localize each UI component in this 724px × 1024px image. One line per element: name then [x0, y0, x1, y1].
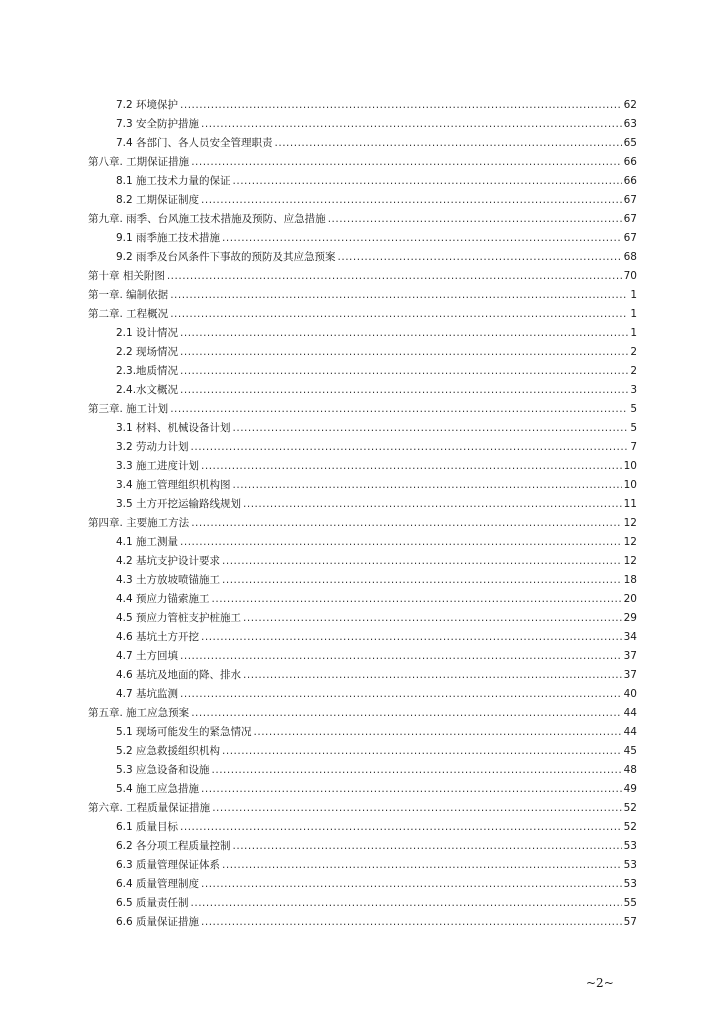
toc-entry-page: 37 [623, 669, 637, 681]
toc-section-entry[interactable] [0, 362, 724, 381]
toc-entry-page: 66 [623, 156, 637, 168]
toc-section-entry[interactable] [0, 96, 724, 115]
toc-dot-leader [201, 115, 622, 134]
toc-entry-page: 67 [623, 232, 637, 244]
toc-entry-title: 9.1 雨季施工技术措施 [116, 232, 221, 244]
toc-entry-title: 7.2 环境保护 [116, 99, 179, 111]
toc-entry-title: 第四章. 主要施工方法 [88, 517, 190, 529]
toc-entry-page: 62 [623, 99, 637, 111]
toc-entry-page: 2 [630, 346, 637, 358]
toc-entry-title: 7.4 各部门、各人员安全管理职责 [116, 137, 273, 149]
toc-section-entry[interactable] [0, 837, 724, 856]
toc-section-entry[interactable] [0, 343, 724, 362]
toc-entry-title: 2.3.地质情况 [116, 365, 179, 377]
toc-entry-page: 37 [623, 650, 637, 662]
toc-entry-page: 52 [623, 821, 637, 833]
toc-entry-title: 4.2 基坑支护设计要求 [116, 555, 221, 567]
toc-section-entry[interactable] [0, 761, 724, 780]
toc-entry-title: 第三章. 施工计划 [88, 403, 169, 415]
toc-section-entry[interactable] [0, 229, 724, 248]
toc-entry-page: 52 [623, 802, 637, 814]
toc-entry-title: 3.5 土方开挖运输路线规划 [116, 498, 242, 510]
toc-entry-title: 3.1 材料、机械设备计划 [116, 422, 231, 434]
toc-dot-leader [222, 229, 622, 248]
toc-section-entry[interactable] [0, 381, 724, 400]
toc-dot-leader [180, 533, 622, 552]
toc-chapter-entry[interactable] [0, 400, 724, 419]
toc-dot-leader [191, 894, 622, 913]
toc-entry-title: 第八章. 工期保证措施 [88, 156, 190, 168]
toc-entry-title: 第一章. 编制依据 [88, 289, 169, 301]
toc-entry-page: 12 [623, 536, 637, 548]
toc-entry-title: 3.2 劳动力计划 [116, 441, 189, 453]
toc-entry-page: 57 [623, 916, 637, 928]
toc-entry-title: 6.5 质量责任制 [116, 897, 189, 909]
toc-section-entry[interactable] [0, 476, 724, 495]
toc-dot-leader [180, 343, 628, 362]
toc-section-entry[interactable] [0, 248, 724, 267]
toc-chapter-entry[interactable] [0, 704, 724, 723]
toc-dot-leader [254, 723, 622, 742]
toc-entry-title: 3.4 施工管理组织机构图 [116, 479, 231, 491]
toc-section-entry[interactable] [0, 191, 724, 210]
toc-dot-leader [233, 476, 622, 495]
toc-dot-leader [201, 913, 622, 932]
toc-dot-leader [222, 742, 622, 761]
toc-entry-title: 4.6 基坑土方开挖 [116, 631, 200, 643]
toc-chapter-entry[interactable] [0, 153, 724, 172]
toc-chapter-entry[interactable] [0, 305, 724, 324]
toc-dot-leader [201, 628, 622, 647]
toc-section-entry[interactable] [0, 134, 724, 153]
toc-section-entry[interactable] [0, 571, 724, 590]
toc-dot-leader [212, 761, 622, 780]
toc-entry-page: 3 [630, 384, 637, 396]
toc-entry-title: 6.1 质量目标 [116, 821, 179, 833]
toc-chapter-entry[interactable] [0, 514, 724, 533]
toc-dot-leader [180, 362, 628, 381]
page-number: ~2~ [586, 976, 614, 990]
toc-entry-title: 第九章. 雨季、台风施工技术措施及预防、应急措施 [88, 213, 326, 225]
toc-section-entry[interactable] [0, 533, 724, 552]
toc-entry-page: 45 [623, 745, 637, 757]
toc-section-entry[interactable] [0, 647, 724, 666]
toc-dot-leader [180, 818, 622, 837]
toc-entry-title: 6.4 质量管理制度 [116, 878, 200, 890]
toc-entry-title: 4.7 基坑监测 [116, 688, 179, 700]
toc-section-entry[interactable] [0, 115, 724, 134]
toc-entry-page: 63 [623, 118, 637, 130]
toc-entry-page: 5 [630, 403, 637, 415]
toc-dot-leader [212, 799, 621, 818]
toc-dot-leader [243, 495, 622, 514]
toc-chapter-entry[interactable] [0, 267, 724, 286]
toc-dot-leader [233, 419, 629, 438]
toc-section-entry[interactable] [0, 609, 724, 628]
toc-section-entry[interactable] [0, 666, 724, 685]
toc-entry-page: 67 [623, 194, 637, 206]
toc-section-entry[interactable] [0, 818, 724, 837]
toc-section-entry[interactable] [0, 780, 724, 799]
toc-entry-title: 第二章. 工程概况 [88, 308, 169, 320]
toc-entry-page: 44 [623, 707, 637, 719]
toc-entry-page: 48 [623, 764, 637, 776]
toc-dot-leader [233, 172, 622, 191]
toc-section-entry[interactable] [0, 438, 724, 457]
toc-entry-page: 40 [623, 688, 637, 700]
toc-dot-leader [201, 191, 622, 210]
toc-entry-title: 4.7 土方回填 [116, 650, 179, 662]
toc-section-entry[interactable] [0, 875, 724, 894]
toc-entry-page: 11 [623, 498, 637, 510]
toc-dot-leader [212, 590, 622, 609]
toc-entry-page: 70 [623, 270, 637, 282]
toc-dot-leader [201, 780, 622, 799]
toc-entry-page: 1 [630, 289, 637, 301]
toc-entry-title: 6.6 质量保证措施 [116, 916, 200, 928]
toc-section-entry[interactable] [0, 685, 724, 704]
toc-section-entry[interactable] [0, 856, 724, 875]
toc-entry-title: 4.1 施工测量 [116, 536, 179, 548]
toc-entry-title: 9.2 雨季及台风条件下事故的预防及其应急预案 [116, 251, 336, 263]
toc-section-entry[interactable] [0, 742, 724, 761]
toc-dot-leader [191, 438, 629, 457]
toc-dot-leader [191, 704, 621, 723]
toc-entry-title: 第十章 相关附图 [88, 270, 165, 282]
toc-chapter-entry[interactable] [0, 210, 724, 229]
toc-dot-leader [170, 400, 628, 419]
toc-entry-page: 55 [623, 897, 637, 909]
toc-entry-page: 53 [623, 878, 637, 890]
toc-entry-page: 68 [623, 251, 637, 263]
toc-entry-title: 2.1 设计情况 [116, 327, 179, 339]
toc-entry-page: 12 [623, 517, 637, 529]
toc-entry-page: 5 [630, 422, 637, 434]
toc-section-entry[interactable] [0, 419, 724, 438]
toc-section-entry[interactable] [0, 628, 724, 647]
toc-entry-title: 8.1 施工技术力量的保证 [116, 175, 231, 187]
toc-entry-page: 29 [623, 612, 637, 624]
toc-entry-title: 2.2 现场情况 [116, 346, 179, 358]
toc-section-entry[interactable] [0, 172, 724, 191]
toc-entry-title: 6.3 质量管理保证体系 [116, 859, 221, 871]
toc-entry-page: 10 [623, 479, 637, 491]
toc-entry-title: 3.3 施工进度计划 [116, 460, 200, 472]
toc-entry-title: 4.4 预应力锚索施工 [116, 593, 210, 605]
toc-dot-leader [167, 267, 622, 286]
toc-entry-page: 53 [623, 859, 637, 871]
toc-dot-leader [180, 96, 622, 115]
toc-entry-title: 5.2 应急救援组织机构 [116, 745, 221, 757]
table-of-contents [0, 96, 724, 932]
toc-chapter-entry[interactable] [0, 799, 724, 818]
toc-dot-leader [222, 552, 622, 571]
toc-entry-title: 6.2 各分项工程质量控制 [116, 840, 231, 852]
toc-dot-leader [201, 875, 622, 894]
toc-entry-title: 第五章. 施工应急预案 [88, 707, 190, 719]
toc-dot-leader [222, 856, 622, 875]
toc-dot-leader [191, 153, 621, 172]
toc-dot-leader [275, 134, 622, 153]
toc-entry-title: 4.3 土方放坡喷锚施工 [116, 574, 221, 586]
toc-dot-leader [233, 837, 622, 856]
toc-dot-leader [243, 666, 622, 685]
toc-entry-title: 5.3 应急设备和设施 [116, 764, 210, 776]
toc-dot-leader [243, 609, 622, 628]
toc-dot-leader [180, 647, 622, 666]
toc-entry-page: 2 [630, 365, 637, 377]
toc-entry-title: 4.5 预应力管桩支护桩施工 [116, 612, 242, 624]
toc-section-entry[interactable] [0, 552, 724, 571]
toc-entry-page: 7 [630, 441, 637, 453]
toc-section-entry[interactable] [0, 723, 724, 742]
toc-entry-page: 1 [630, 308, 637, 320]
toc-entry-page: 10 [623, 460, 637, 472]
toc-entry-page: 53 [623, 840, 637, 852]
toc-entry-title: 7.3 安全防护措施 [116, 118, 200, 130]
toc-section-entry[interactable] [0, 457, 724, 476]
toc-entry-title: 8.2 工期保证制度 [116, 194, 200, 206]
toc-entry-page: 1 [630, 327, 637, 339]
toc-entry-title: 2.4.水文概况 [116, 384, 179, 396]
toc-dot-leader [201, 457, 622, 476]
toc-entry-title: 第六章. 工程质量保证措施 [88, 802, 211, 814]
toc-entry-title: 5.1 现场可能发生的紧急情况 [116, 726, 252, 738]
toc-dot-leader [170, 305, 628, 324]
toc-entry-page: 18 [623, 574, 637, 586]
toc-entry-title: 4.6 基坑及地面的降、排水 [116, 669, 242, 681]
toc-entry-page: 12 [623, 555, 637, 567]
toc-dot-leader [170, 286, 628, 305]
toc-dot-leader [222, 571, 622, 590]
toc-entry-page: 20 [623, 593, 637, 605]
toc-dot-leader [180, 324, 628, 343]
toc-dot-leader [180, 381, 628, 400]
toc-dot-leader [338, 248, 622, 267]
toc-dot-leader [180, 685, 622, 704]
toc-section-entry[interactable] [0, 590, 724, 609]
toc-section-entry[interactable] [0, 894, 724, 913]
toc-dot-leader [191, 514, 621, 533]
toc-chapter-entry[interactable] [0, 286, 724, 305]
toc-entry-title: 5.4 施工应急措施 [116, 783, 200, 795]
toc-entry-page: 65 [623, 137, 637, 149]
toc-section-entry[interactable] [0, 495, 724, 514]
toc-entry-page: 66 [623, 175, 637, 187]
toc-dot-leader [328, 210, 622, 229]
toc-entry-page: 67 [623, 213, 637, 225]
toc-section-entry[interactable] [0, 324, 724, 343]
toc-entry-page: 44 [623, 726, 637, 738]
toc-entry-page: 34 [623, 631, 637, 643]
toc-section-entry[interactable] [0, 913, 724, 932]
toc-entry-page: 49 [623, 783, 637, 795]
